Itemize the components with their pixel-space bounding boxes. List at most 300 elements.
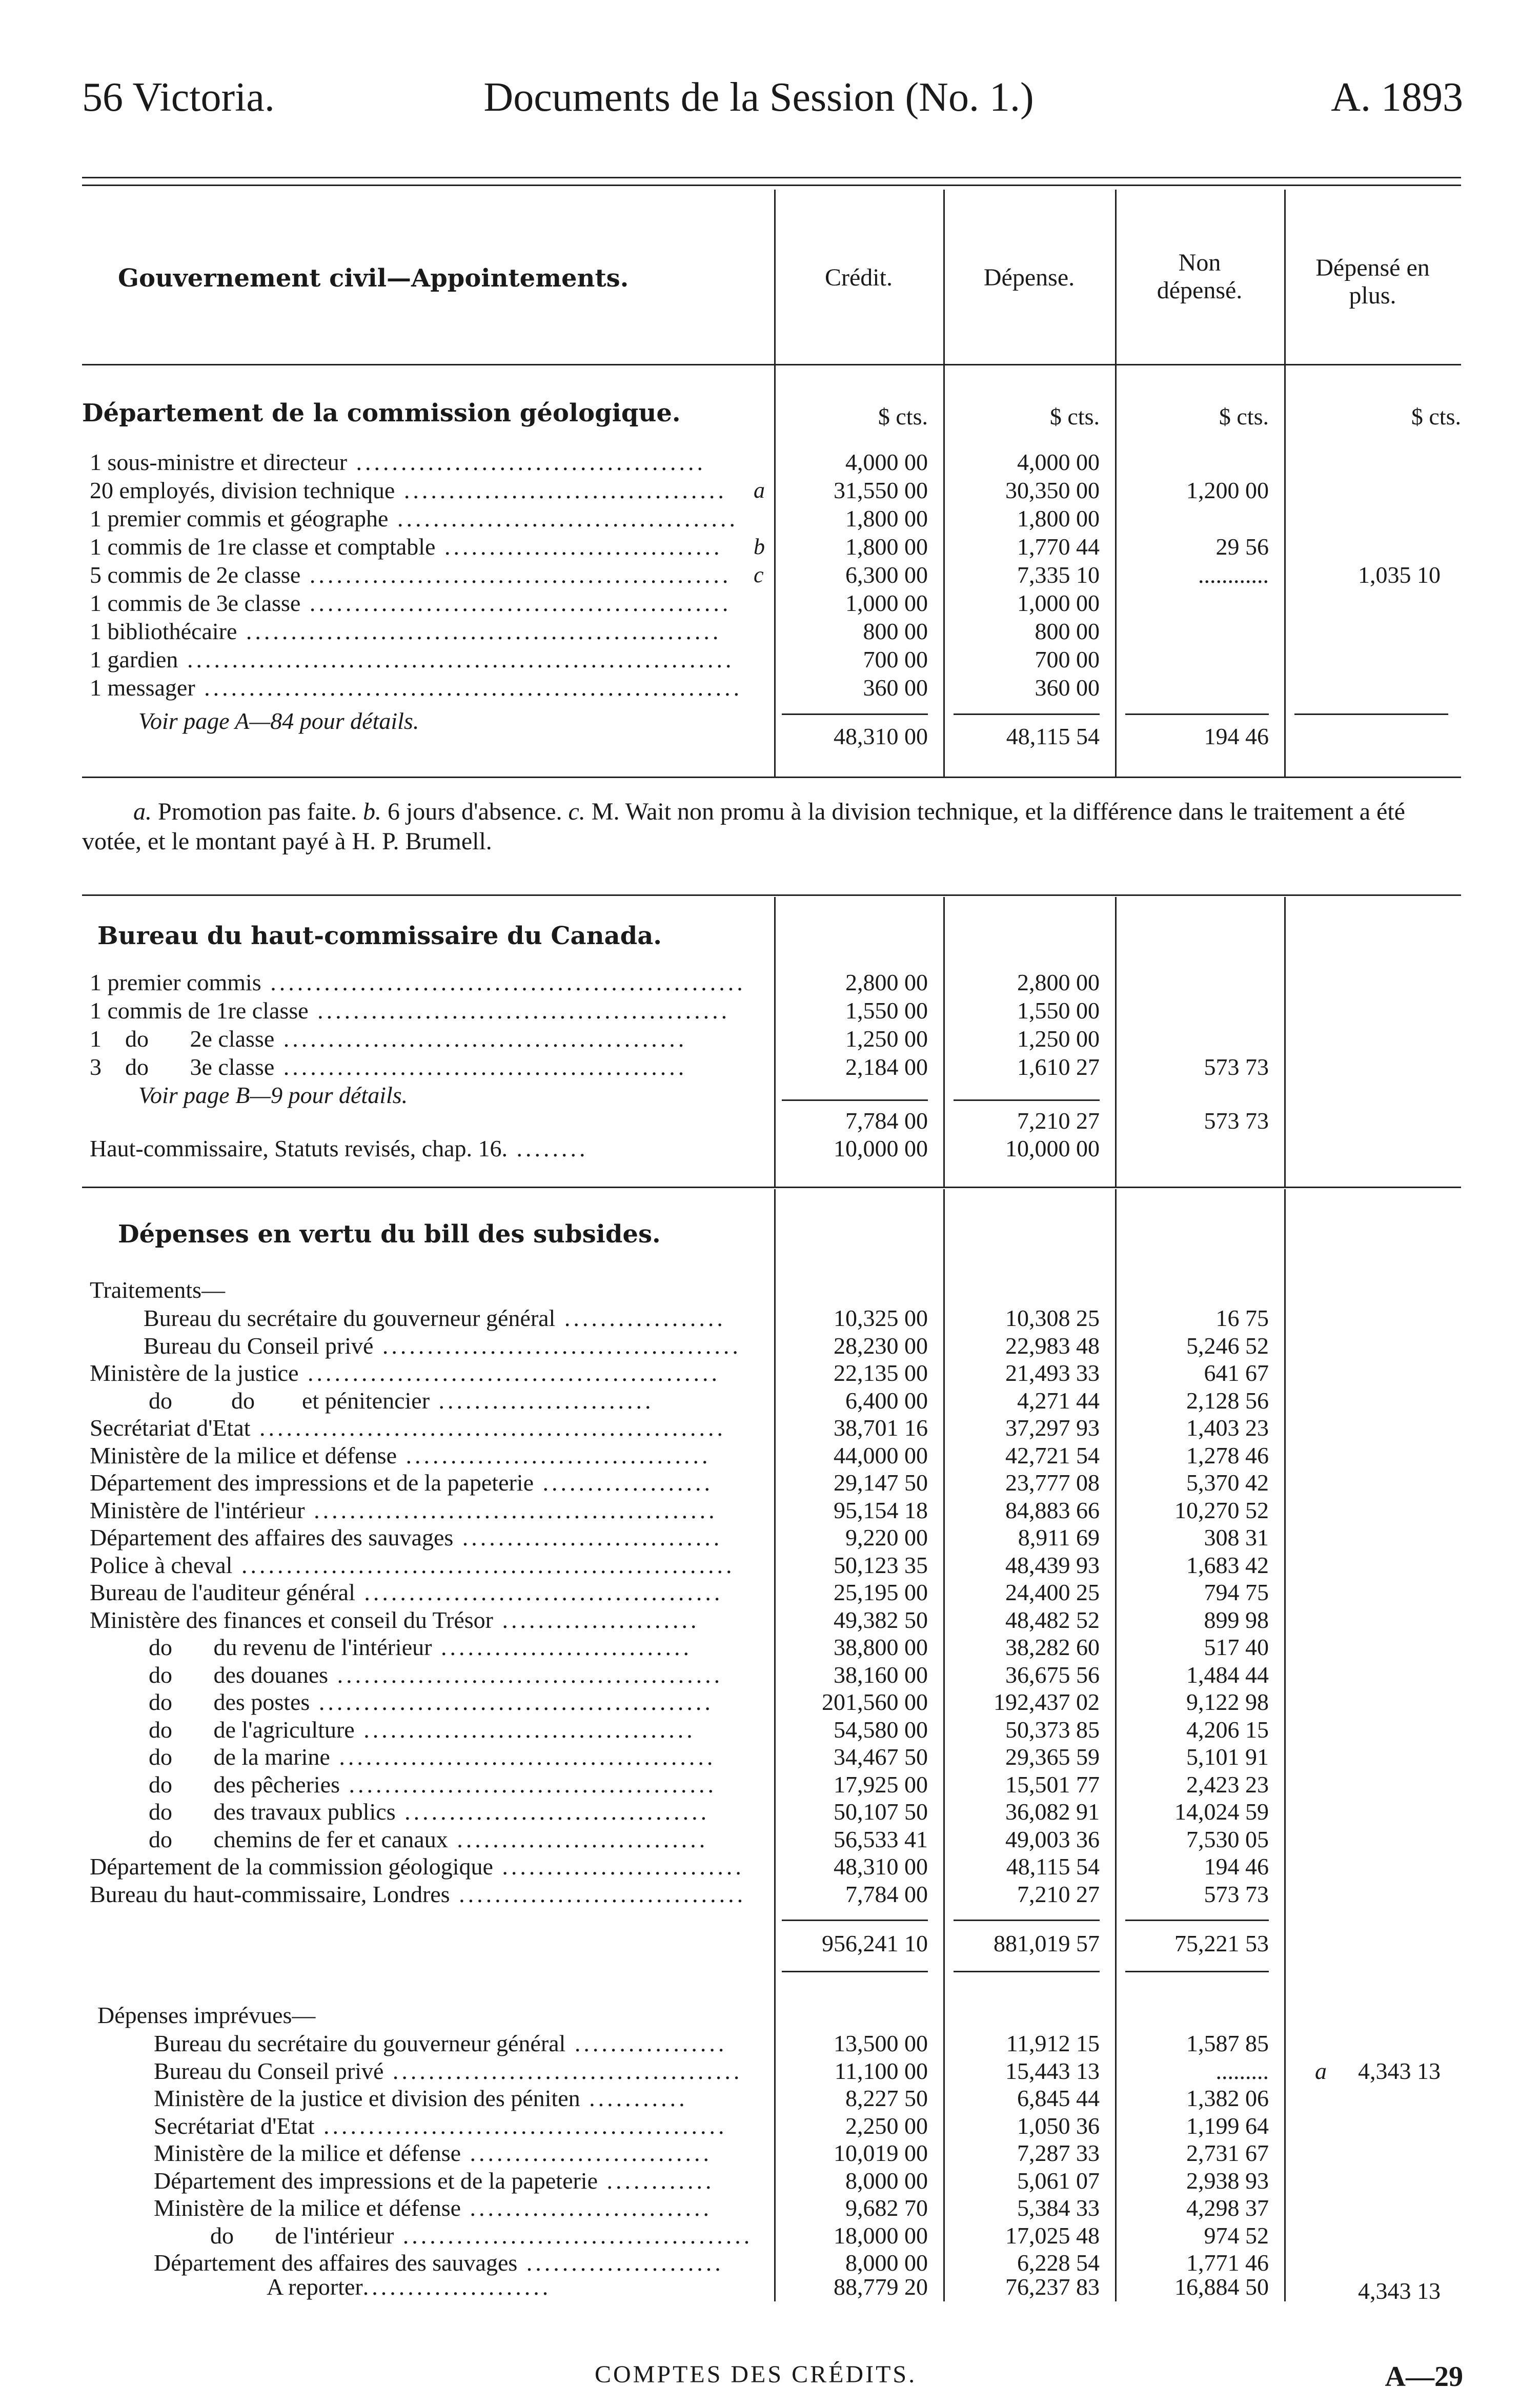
imp-row-depense: 5,061 07	[1017, 2167, 1100, 2194]
s3-row-credit: 201,560 00	[822, 1689, 928, 1715]
s3-row-depense: 84,883 66	[1005, 1497, 1100, 1523]
reporter-row	[0, 2273, 1540, 2304]
s3-row-label	[149, 1634, 764, 1661]
s3-row-non: 308 31	[1204, 1524, 1269, 1550]
header-non-depense-2: dépensé.	[1157, 277, 1243, 304]
header-credit: Crédit.	[825, 264, 893, 291]
section1-title: Département de la commission géologique.	[82, 399, 681, 427]
s1-row-label-text: 1 messager	[90, 675, 195, 701]
s3-row-label-text: do de la marine	[149, 1744, 330, 1770]
imp-row-leader: .......................................	[394, 2222, 753, 2249]
s3-row-label-text: Département de la commission géologique	[90, 1853, 493, 1880]
s1-row-leader: .......................................	[347, 449, 706, 475]
imp-row-non: 2,938 93	[1186, 2167, 1269, 2194]
s2-row	[0, 1053, 1540, 1081]
session-label: 56 Victoria.	[82, 75, 275, 120]
note-a-text: Promotion pas faite.	[152, 798, 363, 825]
s3-row-non: 4,206 15	[1186, 1716, 1269, 1743]
s3-row-leader: .............................	[453, 1524, 723, 1550]
s2-row-label-text: 1 premier commis	[90, 969, 261, 995]
header-depense-plus-1: Dépensé en	[1315, 254, 1430, 281]
s1-row-depense: 360 00	[1035, 675, 1100, 701]
imp-row	[0, 2194, 1540, 2222]
s3-row-credit: 38,160 00	[834, 1661, 928, 1688]
imp-row-label	[210, 2222, 820, 2250]
reporter-depense: 76,237 83	[1005, 2274, 1100, 2300]
s1-row-credit: 4,000 00	[845, 449, 928, 475]
s3-row-leader: ...........................	[493, 1853, 744, 1880]
imp-row-credit: 8,227 50	[845, 2085, 928, 2111]
s2-row-label	[90, 1025, 761, 1053]
s1-row-leader: ...............................	[435, 534, 723, 560]
s1-row-label-text: 1 gardien	[90, 646, 178, 672]
section3-title: Dépenses en vertu du bill des subsides.	[118, 1220, 661, 1249]
s3-total-credit: 956,241 10	[822, 1930, 928, 1956]
note-c-mark: c.	[568, 798, 585, 825]
s3-sum-rule-1	[782, 1920, 928, 1921]
imp-row	[0, 2112, 1540, 2140]
imp-row-label	[154, 2167, 764, 2195]
s2-row-credit: 1,250 00	[845, 1026, 928, 1052]
s1-row	[0, 646, 1540, 674]
s3-row	[0, 1387, 1540, 1415]
s3-row-credit: 22,135 00	[834, 1360, 928, 1386]
s3-row	[0, 1661, 1540, 1689]
imp-row-label	[154, 2030, 764, 2057]
s1-row-depense: 4,000 00	[1017, 449, 1100, 475]
imp-row-label-text: Ministère de la milice et défense	[154, 2140, 461, 2166]
page-number: A—29	[1385, 2361, 1463, 2393]
imp-row-leader: ...........	[580, 2085, 688, 2111]
s3-row-leader: ............................	[432, 1634, 692, 1660]
s3-row-leader: ........................	[430, 1387, 654, 1414]
s1-total-non: 194 46	[1204, 723, 1269, 749]
s3-row-label	[149, 1716, 764, 1744]
imp-row-leader: .......................................	[383, 2057, 743, 2084]
s1-row-depense: 700 00	[1035, 646, 1100, 672]
imp-row-label-text: Département des impressions et de la papeterie	[154, 2167, 598, 2194]
s3-row	[0, 1414, 1540, 1442]
s3-row-depense: 10,308 25	[1005, 1305, 1100, 1331]
s3-row-depense: 49,003 36	[1005, 1826, 1100, 1852]
s3-row-depense: 37,297 93	[1005, 1415, 1100, 1441]
footer-title: COMPTES DES CRÉDITS.	[595, 2361, 917, 2388]
s1-row-label	[90, 448, 761, 476]
s2-row-label	[90, 969, 761, 996]
s3-row	[0, 1359, 1540, 1387]
s3-row-leader: .......................................................	[232, 1552, 735, 1578]
s3-row-depense: 4,271 44	[1017, 1387, 1100, 1414]
s1-row-credit: 360 00	[863, 675, 928, 701]
s3-row-label-text: do chemins de fer et canaux	[149, 1826, 448, 1852]
s3-row-credit: 29,147 50	[834, 1470, 928, 1496]
s3-row-non: 5,246 52	[1186, 1332, 1269, 1359]
s2-sub-non: 573 73	[1204, 1108, 1269, 1134]
s3-row-credit: 38,800 00	[834, 1634, 928, 1660]
currency-depense: $ cts.	[1049, 403, 1100, 430]
year-label: A. 1893	[1331, 75, 1463, 120]
s3-sum-rule-3	[1125, 1920, 1269, 1921]
imp-row-label-text: Ministère de la milice et défense	[154, 2195, 461, 2221]
header-depense: Dépense.	[983, 264, 1075, 291]
s3-row-label-text: do des douanes	[149, 1661, 329, 1688]
s2-haut-depense: 10,000 00	[1005, 1135, 1100, 1161]
s3-row-label	[90, 1524, 764, 1552]
s3-row-label-text: Ministère de la milice et défense	[90, 1442, 397, 1468]
s3-row	[0, 1579, 1540, 1606]
section2-subtotal-row	[0, 1107, 1540, 1135]
imp-row-leader: ...........................	[461, 2140, 713, 2166]
imp-row-credit: 13,500 00	[834, 2030, 928, 2056]
imprevues-heading	[0, 2002, 1540, 2029]
s3-row-label	[149, 1771, 764, 1799]
s2-row-leader: .....................................................	[261, 969, 746, 995]
currency-plus: $ cts.	[1411, 403, 1461, 430]
document-title: Documents de la Session (No. 1.)	[483, 75, 1034, 120]
s3-row	[0, 1688, 1540, 1716]
s1-row-leader: ....................................	[395, 477, 727, 503]
imp-row-label-text: Département des affaires des sauvages	[154, 2250, 518, 2276]
s3-row-depense: 36,675 56	[1005, 1661, 1100, 1688]
s3-row-credit: 95,154 18	[834, 1497, 928, 1523]
s3-row-label	[149, 1798, 764, 1826]
s1-row-credit: 1,000 00	[845, 590, 928, 616]
note-b-text: 6 jours d'absence.	[381, 798, 569, 825]
header-depense-plus-2: plus.	[1349, 282, 1396, 309]
s3-row	[0, 1469, 1540, 1497]
imp-row	[0, 2249, 1540, 2277]
imp-row-plus: 4,343 13	[1358, 2057, 1441, 2084]
s3-row-label	[90, 1414, 764, 1442]
s3-row-depense: 38,282 60	[1005, 1634, 1100, 1660]
s1-row-non: 1,200 00	[1186, 477, 1269, 503]
imp-row-label	[154, 2085, 764, 2112]
s3-row-leader: .............................................	[305, 1497, 718, 1523]
s3-row-non: 794 75	[1204, 1579, 1269, 1605]
s1-row	[0, 674, 1540, 702]
imp-row-leader: ............	[598, 2167, 715, 2194]
s2-sum-rule-2	[954, 1099, 1100, 1101]
s3-row-depense: 22,983 48	[1005, 1332, 1100, 1359]
imp-row-depense: 1,050 36	[1017, 2112, 1100, 2139]
s3-row-label-text: Ministère de la justice	[90, 1360, 299, 1386]
imp-row-leader: ...........................	[461, 2195, 713, 2221]
s3-row-non: 899 98	[1204, 1606, 1269, 1633]
s3-row-non: 14,024 59	[1174, 1799, 1269, 1825]
s3-row-label	[149, 1387, 764, 1415]
currency-non: $ cts.	[1219, 403, 1269, 430]
s3-row-non: 5,101 91	[1186, 1744, 1269, 1770]
imp-row-credit: 18,000 00	[834, 2222, 928, 2249]
s3-row-label	[144, 1304, 764, 1332]
imp-row	[0, 2167, 1540, 2195]
s3-row-credit: 6,400 00	[845, 1387, 928, 1414]
s3-row	[0, 1332, 1540, 1360]
s3-total-under-rule-2	[954, 1971, 1100, 1972]
s1-row-credit: 800 00	[863, 618, 928, 644]
s2-row-depense: 1,250 00	[1017, 1026, 1100, 1052]
imp-row-credit: 8,000 00	[845, 2250, 928, 2276]
s3-row-label	[90, 1497, 764, 1524]
s1-row-label	[90, 618, 761, 645]
section1-voir-text: Voir page A—84 pour détails.	[138, 708, 419, 734]
s1-row-label	[90, 477, 761, 504]
currency-credit: $ cts.	[878, 403, 928, 430]
s1-row-depense: 1,800 00	[1017, 505, 1100, 532]
s2-row	[0, 997, 1540, 1025]
note-a-mark: a.	[133, 798, 152, 825]
s3-row-non: 2,423 23	[1186, 1771, 1269, 1798]
s3-row-leader: ........................................	[373, 1332, 741, 1359]
s3-row-non: 2,128 56	[1186, 1387, 1269, 1414]
s3-row-non: 641 67	[1204, 1360, 1269, 1386]
s3-row	[0, 1442, 1540, 1470]
s3-row-credit: 44,000 00	[834, 1442, 928, 1468]
s3-row	[0, 1497, 1540, 1524]
s1-row-label-text: 5 commis de 2e classe	[90, 562, 301, 588]
s2-row-label-text: 1 do 2e classe	[90, 1026, 275, 1052]
s3-row	[0, 1606, 1540, 1634]
s2-haut-credit: 10,000 00	[834, 1135, 928, 1161]
s3-row-credit: 7,784 00	[845, 1881, 928, 1907]
note-c-text: M. Wait non promu à la division technique, et la différence dans le traitement a été votée, et le montant payé à H. P. Brumell.	[82, 798, 1405, 855]
s3-row-label-text: do des postes	[149, 1689, 310, 1715]
imp-row-label	[154, 2194, 764, 2222]
s1-row-label-text: 1 commis de 1re classe et comptable	[90, 534, 436, 560]
s3-total-under-rule-3	[1125, 1971, 1269, 1972]
s3-row-label-text: Bureau du secrétaire du gouverneur général	[144, 1305, 556, 1331]
s3-row-leader: .....................................	[354, 1716, 696, 1743]
imp-row-label-text: Bureau du secrétaire du gouverneur général	[154, 2030, 566, 2056]
s1-sum-rule-4	[1294, 713, 1448, 715]
header-rule	[82, 364, 1461, 365]
s3-row	[0, 1634, 1540, 1661]
s3-total-depense: 881,019 57	[994, 1930, 1100, 1956]
imp-row-depense: 17,025 48	[1005, 2222, 1100, 2249]
s3-row-label	[149, 1661, 764, 1689]
s1-row-label-text: 1 sous-ministre et directeur	[90, 449, 348, 475]
s3-row-non: 10,270 52	[1174, 1497, 1269, 1523]
s3-row-non: 194 46	[1204, 1853, 1269, 1880]
s3-row-leader: .........................................	[340, 1771, 717, 1798]
s2-row-depense: 1,610 27	[1017, 1054, 1100, 1080]
s3-row-label	[90, 1469, 764, 1497]
imp-row-credit: 10,019 00	[834, 2140, 928, 2166]
imp-row-label	[154, 2057, 764, 2085]
imp-row-label-text: Bureau du Conseil privé	[154, 2057, 384, 2084]
s3-row-depense: 15,501 77	[1005, 1771, 1100, 1798]
s3-row-label	[149, 1826, 764, 1853]
imp-row-non: 1,382 06	[1186, 2085, 1269, 2111]
s3-row-depense: 29,365 59	[1005, 1744, 1100, 1770]
s3-row-label	[90, 1579, 764, 1606]
s3-row-credit: 49,382 50	[834, 1606, 928, 1633]
note-b-mark: b.	[362, 798, 381, 825]
imp-row-depense: 11,912 15	[1006, 2030, 1100, 2056]
s1-sum-rule-1	[782, 713, 928, 715]
s3-row-label	[90, 1552, 764, 1579]
s1-row-depense: 30,350 00	[1005, 477, 1100, 503]
s2-row-label	[90, 1053, 761, 1081]
s3-row-label-text: do du revenu de l'intérieur	[149, 1634, 432, 1660]
s3-row-leader: ............................................	[310, 1689, 714, 1715]
imp-row	[0, 2057, 1540, 2085]
s1-row-leader: ...............................................	[300, 562, 732, 588]
s3-row-leader: ..................	[555, 1305, 726, 1331]
s1-row-label	[90, 674, 761, 702]
imp-row-label	[154, 2249, 764, 2277]
imp-row-label-text: Secrétariat d'Etat	[154, 2112, 315, 2139]
s2-sub-credit: 7,784 00	[845, 1108, 928, 1134]
s2-row-label	[90, 997, 761, 1025]
imp-row-non: 4,298 37	[1186, 2195, 1269, 2221]
s3-row-depense: 48,115 54	[1006, 1853, 1100, 1880]
s3-row	[0, 1826, 1540, 1853]
imp-row-credit: 11,100 00	[834, 2057, 928, 2084]
imp-row-leader: ......................	[517, 2250, 724, 2276]
imp-row	[0, 2085, 1540, 2112]
imp-row-label-text: do de l'intérieur	[210, 2222, 394, 2249]
s3-row	[0, 1853, 1540, 1881]
s3-row-depense: 48,439 93	[1005, 1552, 1100, 1578]
s1-row-note-mark: a	[754, 478, 765, 503]
section2-voir-text: Voir page B—9 pour détails.	[138, 1082, 408, 1108]
imp-row-credit: 2,250 00	[845, 2112, 928, 2139]
s3-row-label-text: Police à cheval	[90, 1552, 233, 1578]
imp-row-label	[154, 2112, 764, 2140]
s3-total-non: 75,221 53	[1174, 1930, 1269, 1956]
reporter-non: 16,884 50	[1174, 2274, 1269, 2300]
s3-row-credit: 10,325 00	[834, 1305, 928, 1331]
s1-row	[0, 561, 1540, 589]
s1-sum-rule-2	[954, 713, 1100, 715]
s3-row	[0, 1524, 1540, 1552]
s3-row-leader: ......................	[493, 1606, 700, 1633]
s3-row-non: 5,370 42	[1186, 1470, 1269, 1496]
s2-row	[0, 969, 1540, 996]
header-non-depense-1: Non	[1178, 249, 1221, 276]
s3-row-credit: 38,701 16	[834, 1415, 928, 1441]
s1-row-leader: .............................................................	[178, 646, 735, 672]
s3-row-depense: 192,437 02	[994, 1689, 1100, 1715]
s3-row-non: 573 73	[1204, 1881, 1269, 1907]
s3-row-leader: ..............................................	[298, 1360, 720, 1386]
s3-row-leader: ...........................................	[328, 1661, 723, 1688]
s1-total-credit: 48,310 00	[834, 723, 928, 749]
s3-row	[0, 1552, 1540, 1579]
s3-row-label	[144, 1332, 764, 1360]
s1-row-label	[90, 589, 761, 617]
s3-total-under-rule-1	[782, 1971, 928, 1972]
s3-row-leader: ....................................................	[250, 1415, 726, 1441]
imp-row	[0, 2030, 1540, 2057]
s2-row-leader: .............................................	[274, 1054, 687, 1080]
s1-row-label	[90, 561, 761, 589]
s3-row	[0, 1881, 1540, 1908]
s1-row-non: ............	[1198, 562, 1269, 588]
s2-row-credit: 1,550 00	[845, 997, 928, 1024]
table-main-header: Gouvernement civil—Appointements.	[118, 264, 629, 293]
imp-row-non: 1,771 46	[1186, 2250, 1269, 2276]
imp-row-credit: 8,000 00	[845, 2167, 928, 2194]
s1-row-note-mark: c	[754, 562, 764, 587]
imp-row-depense: 7,287 33	[1017, 2140, 1100, 2166]
s1-row-note-mark: b	[754, 534, 765, 559]
traitements-heading	[0, 1276, 1540, 1304]
imp-row-label-text: Ministère de la justice et division des péniten	[154, 2085, 580, 2111]
section1-notes	[82, 797, 1461, 856]
s1-row-non: 29 56	[1215, 534, 1269, 560]
reporter-label: A reporter.....................	[267, 2274, 552, 2300]
s3-row-label-text: Ministère de l'intérieur	[90, 1497, 305, 1523]
imp-row-non: 1,199 64	[1186, 2112, 1269, 2139]
s1-row-label-text: 1 bibliothécaire	[90, 618, 237, 644]
s3-row-non: 1,403 23	[1186, 1415, 1269, 1441]
s3-row-leader: ..................................	[397, 1442, 711, 1468]
imp-row-credit: 9,682 70	[845, 2195, 928, 2221]
s1-row-label-text: 1 premier commis et géographe	[90, 505, 389, 532]
s3-row-depense: 23,777 08	[1005, 1470, 1100, 1496]
s3-row-label-text: do do et pénitencier	[149, 1387, 430, 1414]
s3-row-label-text: do des travaux publics	[149, 1799, 396, 1825]
s1-row-label-text: 1 commis de 3e classe	[90, 590, 301, 616]
imp-row-non: 974 52	[1204, 2222, 1269, 2249]
s3-row-leader: ..........................................	[330, 1744, 716, 1770]
s1-row-depense: 1,000 00	[1017, 590, 1100, 616]
imprevues-label: Dépenses imprévues—	[97, 2002, 316, 2028]
s3-row-label-text: Secrétariat d'Etat	[90, 1415, 251, 1441]
s3-row-label-text: Ministère des finances et conseil du Trésor	[90, 1606, 493, 1633]
s3-row-depense: 7,210 27	[1017, 1881, 1100, 1907]
imp-row-depense: 15,443 13	[1005, 2057, 1100, 2084]
top-rule	[82, 177, 1461, 178]
s3-row-non: 517 40	[1204, 1634, 1269, 1660]
s3-row-depense: 48,482 52	[1005, 1606, 1100, 1633]
s3-row-label-text: Département des impressions et de la papeterie	[90, 1470, 534, 1496]
imp-row-plus-mark: a	[1315, 2057, 1327, 2084]
s2-row-non: 573 73	[1204, 1054, 1269, 1080]
top-rule-double	[82, 185, 1461, 186]
s3-row-label-text: Bureau du haut-commissaire, Londres	[90, 1881, 450, 1907]
s2-row-credit: 2,800 00	[845, 969, 928, 995]
s2-row-credit: 2,184 00	[845, 1054, 928, 1080]
section2-top-rule	[82, 894, 1461, 896]
s2-row-depense: 2,800 00	[1017, 969, 1100, 995]
s3-row-credit: 17,925 00	[834, 1771, 928, 1798]
imp-row	[0, 2222, 1540, 2250]
s2-row-label-text: 1 commis de 1re classe	[90, 997, 309, 1024]
s1-row-label	[90, 646, 761, 674]
s1-row-depense: 800 00	[1035, 618, 1100, 644]
s3-row-label	[90, 1359, 764, 1387]
s1-row-credit: 1,800 00	[845, 534, 928, 560]
section2-title: Bureau du haut-commissaire du Canada.	[97, 922, 662, 950]
imp-row	[0, 2139, 1540, 2167]
s3-row-credit: 54,580 00	[834, 1716, 928, 1743]
s3-row-leader: ........................................	[355, 1579, 723, 1605]
s3-row-leader: ..................................	[395, 1799, 710, 1825]
s3-row-label-text: Bureau de l'auditeur général	[90, 1579, 355, 1605]
section2-end-rule	[82, 1187, 1461, 1188]
s3-row-non: 1,484 44	[1186, 1661, 1269, 1688]
imp-row-leader: .............................................	[314, 2112, 727, 2139]
s1-row-depense: 1,770 44	[1017, 534, 1100, 560]
s3-sum-rule-2	[954, 1920, 1100, 1921]
s3-row-label	[149, 1743, 764, 1771]
s3-row-label	[90, 1881, 764, 1908]
imp-row-leader: .................	[565, 2030, 727, 2056]
s1-row-label-text: 20 employés, division technique	[90, 477, 395, 503]
